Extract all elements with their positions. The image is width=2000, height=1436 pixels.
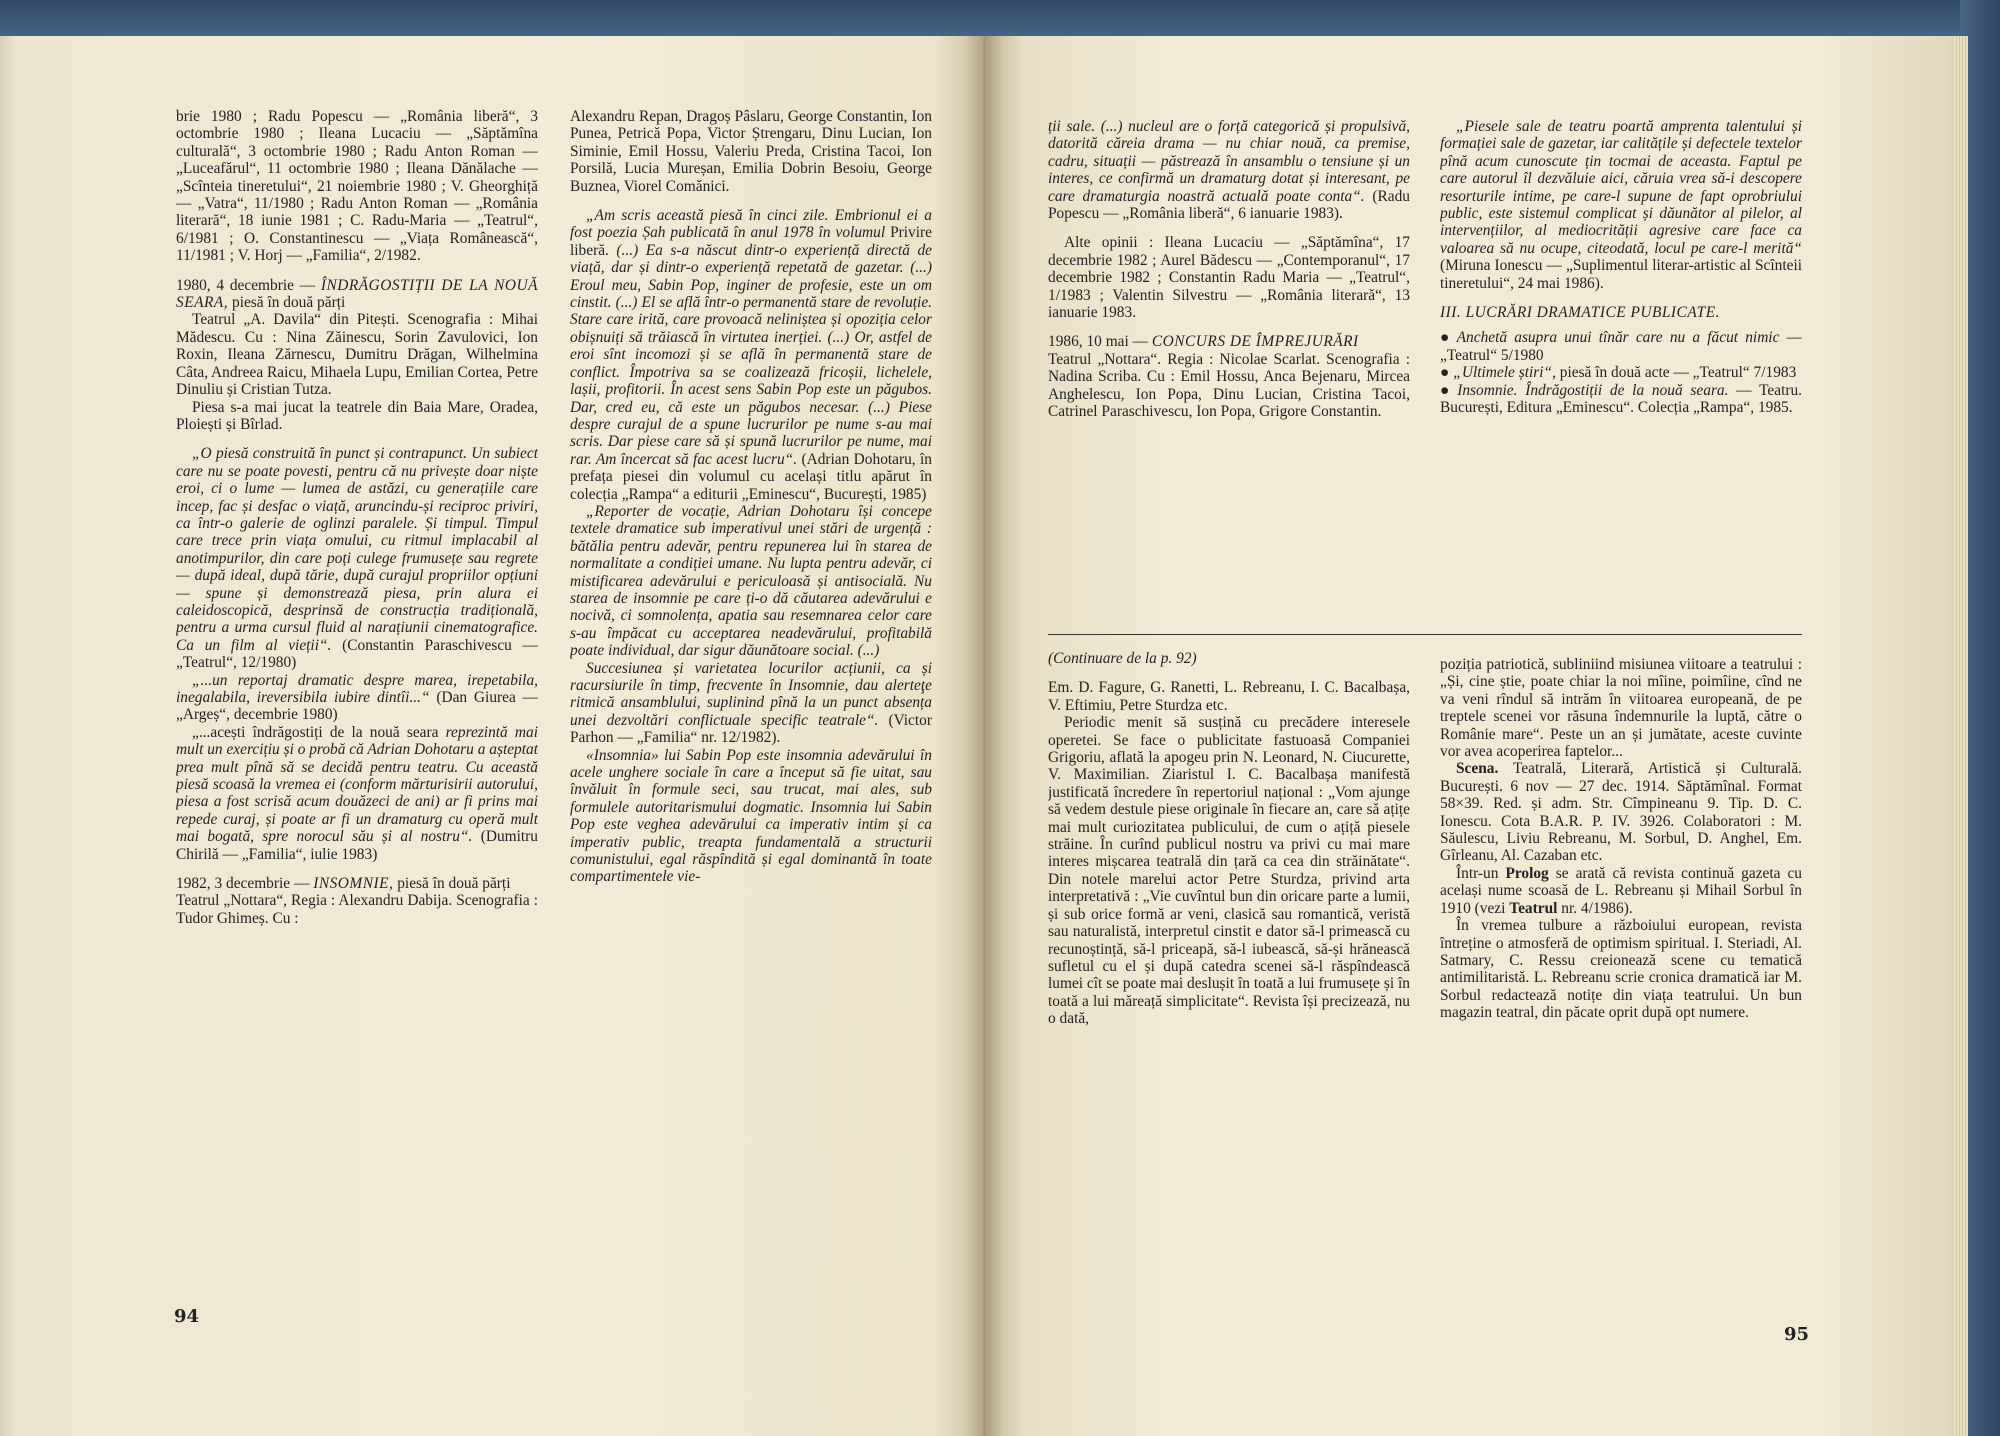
right-page-column-3	[1048, 650, 1410, 1340]
body-paragraph: poziția patriotică, subliniind misiunea viitoare a teatrului : „Și, cine știe, poate chiar la noi mîine, poimîine, cînd ne va veni rîndul să intrăm în viitoarea europeană, de pe treptele scenei vor răsuna îndemnurile la luptă, către o Românie mare“. Peste un an și jumătate, aceste cuvinte vor avea acoperirea faptelor...	[1440, 656, 1802, 761]
continuation-note: (Continuare de la p. 92)	[1048, 650, 1197, 667]
entry-heading-indragostitii: 1980, 4 decembrie — ÎNDRĂGOSTIȚII DE LA NOUĂ SEARA, piesă în două părți	[176, 276, 538, 312]
reviews-list: brie 1980 ; Radu Popescu — „România liberă“, 3 octombrie 1980 ; Ileana Lucaciu — „Săptămîna culturală“, 3 octombrie 1980 ; Radu Anton Roman — „Luceafărul“, 11 octombrie 1980 ; Ileana Dănălache — „Scînteia tineretului“, 21 noiembrie 1980 ; V. Gheorghiță — „Vatra“, 11/1980 ; Radu Anton Roman — „România literară“, 18 iunie 1981 ; C. Radu-Maria — „Teatrul“, 6/1981 ; O. Constantinescu — „Viața Românească“, 11/1981 ; V. Horj — „Familia“, 2/1982.	[176, 108, 538, 265]
section-title: III. LUCRĂRI DRAMATICE PUBLICATE.	[1440, 304, 1720, 322]
body-paragraph: Periodic menit să susțină cu precădere interesele operetei. Se face o publicitate fastuoasă Companiei Grigoriu, aflată la apogeu prin N. Leonard, N. Ciucurette, V. Maximilian. Ziaristul I. C. Bacalbașa manifestă justificată încredere în repertoriul național : „Vom ajunge să vedem destule piese originale în fiecare an, care să ațițe mai mult curiozitatea publicului, de cum o ațiță piesele străine. În curînd publicul nostru va privi cu mai mare interes mișcarea teatrală din țară ca cea din străinătate“. Din notele marelui actor Petre Sturdza, privind arta interpretativă : „Vie cuvîntul bun din oricare parte a lumii, și sub orice formă ar veni, clasică sau romantică, veristă sau naturalistă, interpretul cinstit e dator să-l primească cu recunoștință, să-l priceapă, să-l iubească, să-și hrănească sufletul cu el și după catedra scenei să-l răspîndească lumei cît se poate mai deslușit în toată a lui frumusețe și în toată a lui măreață simplicitate“. Revista își precizează, nu o dată,	[1048, 714, 1410, 1028]
page-number-right: 95	[1784, 1324, 1810, 1345]
review-quote: «Insomnia» lui Sabin Pop este insomnia adevărului în acele unghere sociale în care a început să fie uitat, sau învăluit în formule seci, sau trucat, mai ales, sub formulele autoritarismului dogmatic. Insomnia lui Sabin Pop este veghea adevărului ca imperativ intim și ca imperativ public, treapta fundamentală a structurii comunistului, egal răspîndită și egal dominantă în toate compartimentele vie-	[570, 746, 932, 886]
production-credits: Teatrul „A. Davila“ din Pitești. Scenografia : Mihai Mădescu. Cu : Nina Zăinescu, Sorin Zavulovici, Ion Roxin, Ileana Zărnescu, Dumitru Drăgan, Wilhelmina Câta, Andreea Raicu, Mihaela Lupu, Emilian Cortea, Petre Dinuliu și Cristian Tutza.	[176, 311, 538, 399]
production-credits: Teatrul „Nottara“, Regia : Alexandru Dabija. Scenografia : Tudor Ghimeș. Cu :	[176, 892, 538, 927]
book-cover-top	[0, 0, 2000, 40]
book-gutter	[965, 36, 1003, 1436]
review-quote: „Reporter de vocație, Adrian Dohotaru își concepe textele dramatice sub imperativul unei stări de urgență : bătălia pentru adevăr, pentru repunerea lui în starea de normalitate a condiției umane. Nu lupta pentru adevăr, ci mistificarea adevărului e periculoasă și antisocială. Nu starea de insomnie pe care ți-o dă căutarea adevărului e nocivă, ci somnolența, apatia sau resemnarea celor care s-au împăcat cu acceptarea neadevărului, profitabilă poate individual, dar sigur dăunătoare social. (...)	[570, 502, 932, 660]
left-page	[0, 36, 984, 1436]
body-paragraph: Em. D. Fagure, G. Ranetti, L. Rebreanu, I. C. Bacalbașa, V. Eftimiu, Petre Sturdza etc.	[1048, 679, 1410, 714]
published-work-item: ● Anchetă asupra unui tînăr care nu a făcut nimic — „Teatrul“ 5/1980	[1440, 329, 1802, 364]
right-page	[984, 36, 1968, 1436]
right-page-column-2	[1440, 118, 1802, 598]
cast-list: Alexandru Repan, Dragoș Pâslaru, George Constantin, Ion Punea, Petrică Popa, Victor Ștrengaru, Dinu Lucian, Ion Siminie, Emil Hossu, Valeriu Preda, Cristina Tacoi, Ion Porsilă, Lucia Mureșan, Emilia Dobrin Besoiu, George Buznea, Viorel Comănici.	[570, 108, 932, 195]
right-page-column-4	[1440, 656, 1802, 1346]
page-number-left: 94	[174, 1306, 200, 1327]
entry-heading-insomnie: 1982, 3 decembrie — INSOMNIE, piesă în două părți	[176, 875, 511, 893]
review-quote: „O piesă construită în punct și contrapunct. Un subiect care nu se poate povesti, pentru că nu privește doar niște eroi, ci o lume — lumea de astăzi, cu generațiile care incep, fac și desfac o viață, aruncindu-și reciproc priviri, ca într-o galerie de oglinzi paralele. Și timpul. Timpul care trece prin viața omului, cu ritmul implacabil al anotimpurilor, din care poți culege frumusețe sau regrete — după ideal, după tărie, după curajul propriilor opțiuni — spune și demonstrează piesa, prin alura ei caleidoscopică, desprinsă de construcția tradițională, pentru a urma cursul fluid al narațiunii cinematografice. Ca un film al vieții“. (Constantin Paraschivescu — „Teatrul“, 12/1980)	[176, 445, 538, 672]
other-theatres-note: Piesa s-a mai jucat la teatrele din Baia Mare, Oradea, Ploiești și Bîrlad.	[176, 398, 538, 433]
left-page-column-2	[570, 108, 932, 1328]
section-divider	[1048, 634, 1802, 635]
page-edges	[1954, 36, 1968, 1436]
left-page-column-1	[176, 108, 538, 1328]
production-credits: Teatrul „Nottara“. Regia : Nicolae Scarlat. Scenografia : Nadina Scriba. Cu : Emil Hossu, Anca Bejenaru, Mircea Anghelescu, Ion Popa, Dinu Lucian, Cristina Tacoi, Catrinel Paraschivescu, Ion Popa, Grigore Constantin.	[1048, 350, 1410, 421]
author-quote: „Am scris această piesă în cinci zile. Embrionul ei a fost poezia Șah publicată în anul 1978 în volumul Privire liberă. (...) Ea s-a născut dintr-o experiență directă de viață, dar și dintr-o experiență repetată de gazetar. (...) Eroul meu, Sabin Pop, inginer de profesie, este un om cinstit. (...) El se află într-o permanentă stare de revoluție. Stare care irită, care provoacă neliniștea și opoziția celor obișnuiți să trăiască în virtutea inerției. (...) Or, astfel de eroi sînt incomozi și se află în permanentă stare de conflict. Împotriva sa se coalizează fricoșii, lichelele, lașii, profitorii. În acest sens Sabin Pop este un păgubos. Dar, cred eu, că este un păgubos necesar. (...) Piese despre curajul de a spune lucrurilor pe nume s-au mai scris. Dar piese care să și spună lucrurilor pe nume, mai rar. Am încercat să fac acest lucru“. (Adrian Dohotaru, în prefața piesei din volumul cu același titlu apărut în colecția „Rampa“ a editurii „Eminescu“, București, 1985)	[570, 207, 932, 503]
body-paragraph: În vremea tulbure a războiului european, revista întreține o atmosferă de optimism spiritual. I. Steriadi, Al. Satmary, C. Ressu creionează scene cu tematică antimilitaristă. L. Rebreanu scrie cronica dramatică iar M. Sorbul redactează notițe din viața teatrului. Un bun magazin teatral, din păcate oprit după opt numere.	[1440, 917, 1802, 1022]
review-quote: ții sale. (...) nucleul are o forță categorică și propulsivă, datorită căreia drama — nu chiar nouă, ca premise, cadru, situații — păstrează în ansamblu o tensiune și un interes, ce confirmă un dramaturg dotat și interesant, pe care dramaturgia noastră actuală poate conta“. (Radu Popescu — „România liberă“, 6 ianuarie 1983).	[1048, 118, 1410, 223]
body-paragraph: Într-un Prolog se arată că revista continuă gazeta cu același nume scoasă de L. Rebreanu și Mihail Sorbul în 1910 (vezi Teatrul nr. 4/1986).	[1440, 864, 1802, 917]
review-quote: Succesiunea și varietatea locurilor acțiunii, ca și racursiurile în timp, frecvente în Insomnie, dau alerteţe ritmică ansamblului, suplinind pînă la un punct absența unei dezvoltări conflictuale specific teatrale“. (Victor Parhon — „Familia“ nr. 12/1982).	[570, 659, 932, 747]
published-work-item: ● Insomnie. Îndrăgostiții de la nouă seara. — Teatru. București, Editura „Eminescu“. Colecția „Rampa“, 1985.	[1440, 381, 1802, 417]
published-work-item: ● „Ultimele știri“, piesă în două acte — „Teatrul“ 7/1983	[1440, 364, 1797, 382]
review-quote: „...acești îndrăgostiți de la nouă seara reprezintă mai mult un exercițiu și o probă că Adrian Dohotaru a așteptat prea mult pînă să se decidă pentru teatru. Cu această piesă scoasă la vremea ei (conform mărturisirii autorului, piesa a fost scrisă acum douăzeci de ani) ar fi prins mai repede curaj, și poate ar fi un dramaturg cu operă mult mai bogată, spre norocul său și al nostru“. (Dumitru Chirilă — „Familia“, iulie 1983)	[176, 723, 538, 863]
entry-heading-concurs: 1986, 10 mai — CONCURS DE ÎMPREJURĂRI	[1048, 333, 1359, 351]
review-quote: „Piesele sale de teatru poartă amprenta talentului și formației sale de gazetar, iar calitățile și defectele textelor pînă acum cunoscute țin tocmai de aceasta. Faptul pe care autorul îl dezvăluie aici, căruia vrea să-i descopere resorturile intime, pe care-l supune de fapt oprobriului public, este sistemul complicat și dăunător al pilelor, al intervențiilor, al mediocrității agresive care face ca valoarea să nu ocupe, citeodată, locul pe care-l merită“ (Miruna Ionescu — „Suplimentul literar-artistic al Scînteii tineretului“, 24 mai 1986).	[1440, 118, 1802, 292]
right-page-column-1	[1048, 118, 1410, 598]
other-opinions: Alte opinii : Ileana Lucaciu — „Săptămîna“, 17 decembrie 1982 ; Aurel Bădescu — „Contemporanul“, 17 decembrie 1982 ; Constantin Radu Maria — „Teatrul“, 1/1983 ; Valentin Silvestru — „România literară“, 13 ianuarie 1983.	[1048, 234, 1410, 322]
review-quote: „...un reportaj dramatic despre marea, irepetabila, inegalabila, ireversibila iubire dintîi...“ (Dan Giurea — „Argeș“, decembrie 1980)	[176, 671, 538, 724]
book-spread	[0, 36, 1968, 1436]
publication-entry: Scena. Teatrală, Literară, Artistică și Culturală. București. 6 nov — 27 dec. 1914. Săptămînal. Format 58×39. Red. și adm. Str. Cîmpineanu 9. Tip. D. C. Ionescu. Cota B.A.R. P. IV. 3926. Colaboratori : M. Săulescu, Liviu Rebreanu, M. Sorbul, D. Anghel, Em. Gîrleanu, Al. Cazaban etc.	[1440, 760, 1802, 865]
